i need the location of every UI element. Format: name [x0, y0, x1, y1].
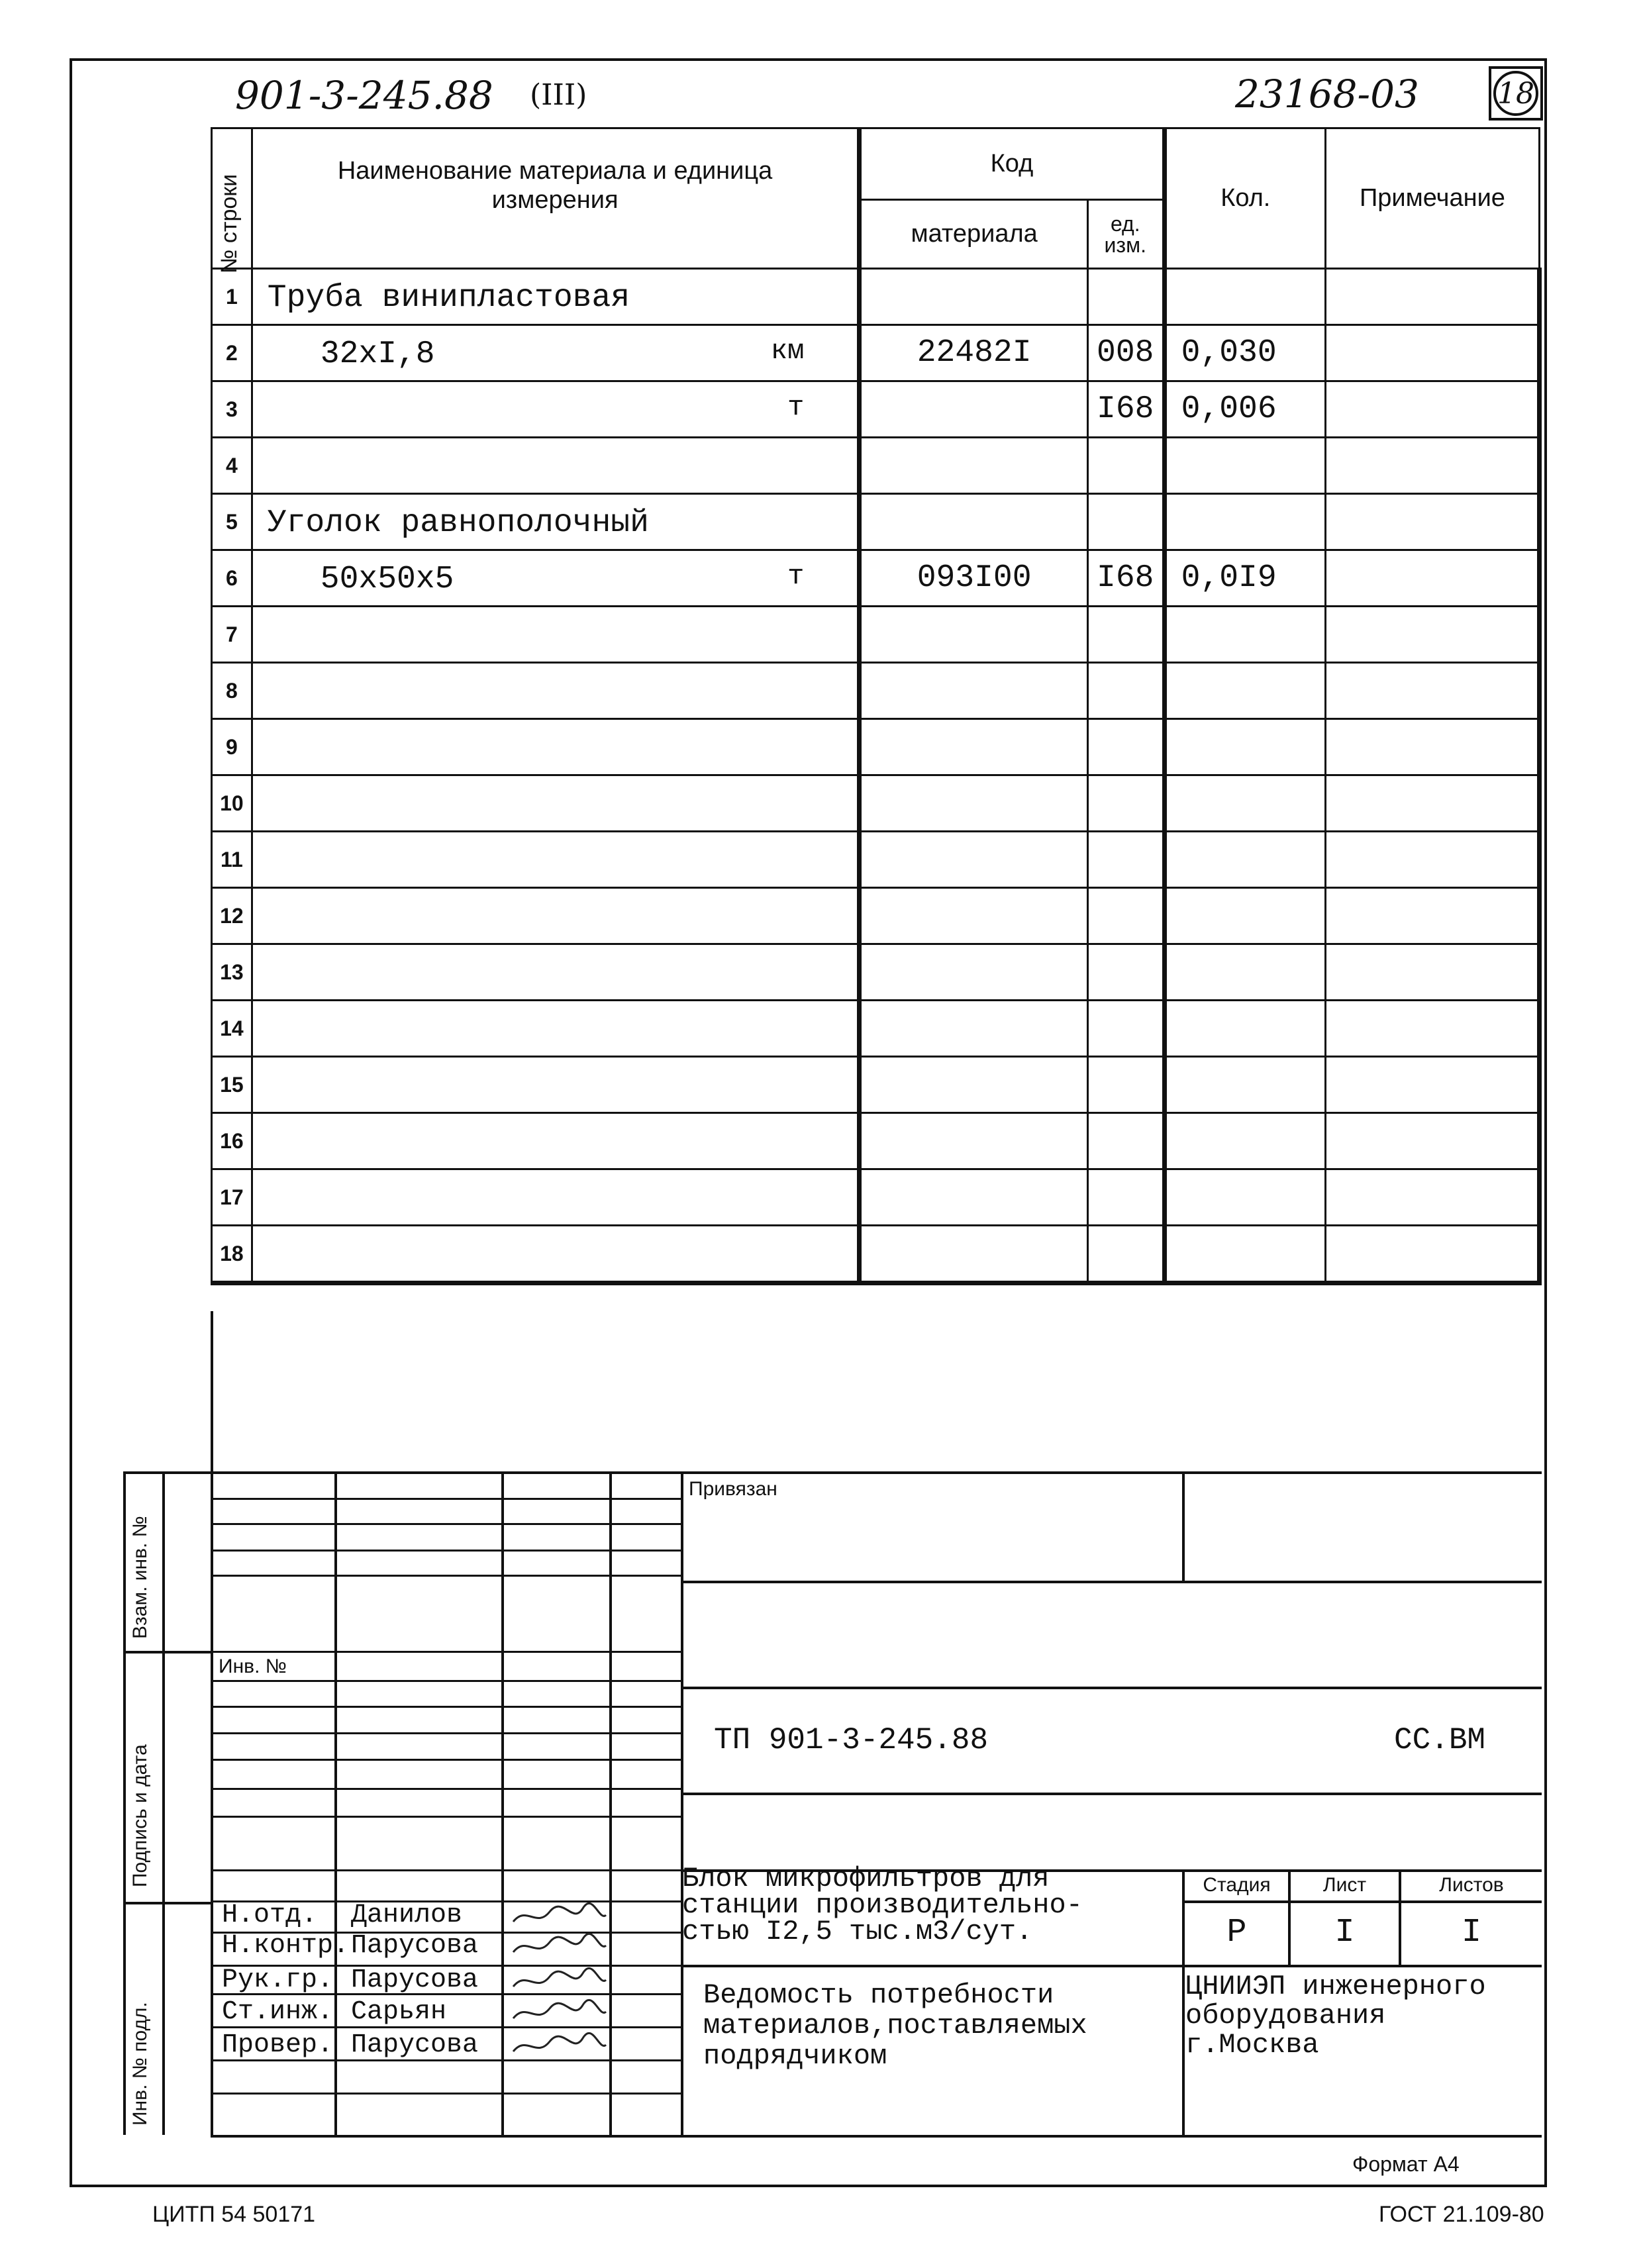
row-note: [1325, 888, 1539, 944]
row-note: [1325, 550, 1539, 607]
row-material-code: [860, 269, 1088, 325]
row-material-code: [860, 944, 1088, 1001]
sheets-value: I: [1461, 1914, 1481, 1951]
row-material-code: [860, 1169, 1088, 1226]
row-material-code: [860, 494, 1088, 550]
table-row: [212, 1226, 1540, 1283]
row-unit-code: [1087, 888, 1164, 944]
stage-value: Р: [1226, 1914, 1247, 1951]
row-number: 2: [212, 325, 252, 381]
row-unit-code: I68: [1087, 381, 1164, 438]
person-name: Парусова: [351, 1931, 479, 1961]
table-row: [212, 663, 1540, 719]
row-note: [1325, 325, 1539, 381]
materials-table: [211, 127, 1542, 1285]
row-qty: [1164, 663, 1325, 719]
row-name: [252, 1169, 860, 1226]
table-row: [212, 494, 1540, 550]
table-row: [212, 325, 1540, 381]
table-row: [212, 1113, 1540, 1169]
row-number: 6: [212, 550, 252, 607]
row-material-code: [860, 607, 1088, 663]
row-note: [1325, 944, 1539, 1001]
row-qty: [1164, 775, 1325, 832]
row-name: [252, 1001, 860, 1057]
organization: ЦНИИЭП инженерного оборудования г.Москва: [1185, 1971, 1486, 2061]
row-name: [252, 607, 860, 663]
row-number: 13: [212, 944, 252, 1001]
row-unit-code: [1087, 663, 1164, 719]
title-block-top: [211, 1471, 1542, 1474]
row-note: [1325, 1113, 1539, 1169]
row-number: 5: [212, 494, 252, 550]
signature-icon: [510, 1967, 609, 1999]
row-material-code: [860, 381, 1088, 438]
row-unit-code: [1087, 1226, 1164, 1283]
row-number: 1: [212, 269, 252, 325]
table-row: [212, 944, 1540, 1001]
row-note: [1325, 494, 1539, 550]
row-material-code: [860, 1001, 1088, 1057]
row-unit-text: км: [770, 335, 805, 367]
row-unit-code: [1087, 494, 1164, 550]
stage-label: Стадия: [1203, 1874, 1271, 1896]
row-name: [252, 944, 860, 1001]
signature-icon: [510, 1998, 609, 2031]
row-number: 3: [212, 381, 252, 438]
footer-right: ГОСТ 21.109-80: [1379, 2202, 1544, 2227]
row-qty: [1164, 269, 1325, 325]
table-row: [212, 269, 1540, 325]
col-code: Код: [860, 128, 1164, 200]
row-number: 11: [212, 832, 252, 888]
row-qty: [1164, 438, 1325, 494]
row-note: [1325, 381, 1539, 438]
row-name-text: 50x50x5: [320, 562, 454, 597]
document-title: Ведомость потребности материалов,поставляемых подрядчиком: [703, 1979, 1087, 2072]
row-name: [252, 1057, 860, 1113]
table-row: [212, 1057, 1540, 1113]
person-name: Парусова: [351, 2030, 479, 2060]
row-name: [252, 438, 860, 494]
row-name: [252, 719, 860, 775]
col-qty: Кол.: [1164, 128, 1325, 269]
row-name: [252, 381, 860, 438]
row-unit-text: т: [787, 391, 805, 423]
table-row: [212, 1001, 1540, 1057]
row-number: 15: [212, 1057, 252, 1113]
table-row: [212, 607, 1540, 663]
row-name: [252, 550, 860, 607]
row-note: [1325, 719, 1539, 775]
row-material-code: [860, 719, 1088, 775]
signature-icon: [510, 1902, 609, 1934]
row-qty: [1164, 888, 1325, 944]
row-unit-code: I68: [1087, 550, 1164, 607]
doc-suffix: СС.ВМ: [1394, 1723, 1486, 1757]
page-number-box: [1489, 66, 1543, 121]
row-qty: [1164, 1057, 1325, 1113]
row-unit-code: [1087, 719, 1164, 775]
doc-code: ТП 901-3-245.88: [714, 1723, 989, 1757]
table-row: [212, 775, 1540, 832]
row-name: [252, 663, 860, 719]
row-material-code: 093I00: [860, 550, 1088, 607]
row-qty: 0,006: [1164, 381, 1325, 438]
row-material-code: [860, 663, 1088, 719]
person-role: Н.отд.: [222, 1900, 318, 1930]
row-qty: [1164, 719, 1325, 775]
row-unit-code: [1087, 944, 1164, 1001]
doc-roman: (III): [530, 78, 587, 112]
row-number: 17: [212, 1169, 252, 1226]
row-name: [252, 1113, 860, 1169]
row-qty: [1164, 1226, 1325, 1283]
person-role: Провер.: [222, 2030, 334, 2060]
row-note: [1325, 775, 1539, 832]
row-note: [1325, 1169, 1539, 1226]
label-inv-podl: Инв. № подл.: [129, 2002, 151, 2126]
row-qty: [1164, 494, 1325, 550]
label-podpis: Подпись и дата: [129, 1744, 151, 1887]
row-note: [1325, 438, 1539, 494]
row-number: 16: [212, 1113, 252, 1169]
row-note: [1325, 1057, 1539, 1113]
row-number: 4: [212, 438, 252, 494]
signature-icon: [510, 1932, 609, 1965]
signature-icon: [510, 2032, 609, 2064]
row-unit-code: [1087, 775, 1164, 832]
table-row: [212, 832, 1540, 888]
row-unit-code: [1087, 1001, 1164, 1057]
row-note: [1325, 1226, 1539, 1283]
row-material-code: [860, 832, 1088, 888]
row-note: [1325, 269, 1539, 325]
row-name: [252, 832, 860, 888]
row-material-code: [860, 888, 1088, 944]
table-row: [212, 438, 1540, 494]
row-number: 18: [212, 1226, 252, 1283]
row-unit-code: 008: [1087, 325, 1164, 381]
row-qty: [1164, 832, 1325, 888]
col-code-material: материала: [860, 200, 1088, 269]
col-name: Наименование материала и единица измерения: [252, 128, 860, 269]
row-unit-code: [1087, 438, 1164, 494]
table-row: [212, 1169, 1540, 1226]
row-material-code: [860, 1113, 1088, 1169]
row-qty: 0,0I9: [1164, 550, 1325, 607]
row-note: [1325, 607, 1539, 663]
table-row: [212, 888, 1540, 944]
table-row: [212, 719, 1540, 775]
row-unit-code: [1087, 832, 1164, 888]
sheets-label: Листов: [1439, 1874, 1504, 1896]
row-number: 9: [212, 719, 252, 775]
row-name-text: Уголок равнополочный: [267, 505, 649, 541]
person-name: Сарьян: [351, 1997, 447, 2027]
row-name: [252, 325, 860, 381]
row-unit-code: [1087, 607, 1164, 663]
row-qty: [1164, 1001, 1325, 1057]
person-name: Данилов: [351, 1900, 463, 1930]
row-unit-code: [1087, 269, 1164, 325]
row-material-code: [860, 438, 1088, 494]
doc-number: 901-3-245.88: [235, 73, 493, 118]
row-material-code: [860, 1226, 1088, 1283]
page-number: 18: [1493, 71, 1538, 116]
row-unit-text: т: [787, 560, 805, 592]
privyazan-label: Привязан: [689, 1478, 777, 1500]
sheet-label: Лист: [1322, 1874, 1367, 1896]
col-row-no: № строки: [212, 128, 252, 269]
row-qty: 0,030: [1164, 325, 1325, 381]
row-number: 14: [212, 1001, 252, 1057]
table-row: [212, 550, 1540, 607]
row-note: [1325, 832, 1539, 888]
row-name: [252, 269, 860, 325]
row-unit-code: [1087, 1169, 1164, 1226]
row-name: [252, 775, 860, 832]
row-note: [1325, 1001, 1539, 1057]
inv-no-label: Инв. №: [219, 1655, 287, 1677]
row-qty: [1164, 944, 1325, 1001]
row-qty: [1164, 1113, 1325, 1169]
row-qty: [1164, 1169, 1325, 1226]
row-number: 10: [212, 775, 252, 832]
row-name: [252, 1226, 860, 1283]
row-material-code: [860, 1057, 1088, 1113]
row-number: 12: [212, 888, 252, 944]
row-note: [1325, 663, 1539, 719]
row-unit-code: [1087, 1057, 1164, 1113]
row-material-code: [860, 775, 1088, 832]
archive-number: 23168-03: [1235, 72, 1419, 117]
table-row: [212, 381, 1540, 438]
col-code-unit: ед. изм.: [1087, 200, 1164, 269]
sheet-value: I: [1334, 1914, 1355, 1951]
person-name: Парусова: [351, 1965, 479, 1995]
row-number: 8: [212, 663, 252, 719]
person-role: Ст.инж.: [222, 1997, 334, 2027]
format-label: Формат А4: [1352, 2152, 1460, 2176]
label-vzam: Взам. инв. №: [129, 1516, 151, 1639]
row-material-code: 22482I: [860, 325, 1088, 381]
footer-left: ЦИТП 54 50171: [152, 2202, 316, 2227]
side-strip-line: [123, 1471, 126, 2135]
row-number: 7: [212, 607, 252, 663]
row-name: [252, 888, 860, 944]
object-name: Блок микрофильтров для станции производительно- стью I2,5 тыс.м3/сут.: [682, 1863, 1083, 1948]
person-role: Н.контр.: [222, 1931, 350, 1961]
row-name: [252, 494, 860, 550]
row-name-text: 32xI,8: [320, 336, 435, 372]
person-role: Рук.гр.: [222, 1965, 334, 1995]
row-unit-code: [1087, 1113, 1164, 1169]
col-note: Примечание: [1325, 128, 1539, 269]
row-name-text: Труба винипластовая: [267, 280, 630, 316]
row-qty: [1164, 607, 1325, 663]
